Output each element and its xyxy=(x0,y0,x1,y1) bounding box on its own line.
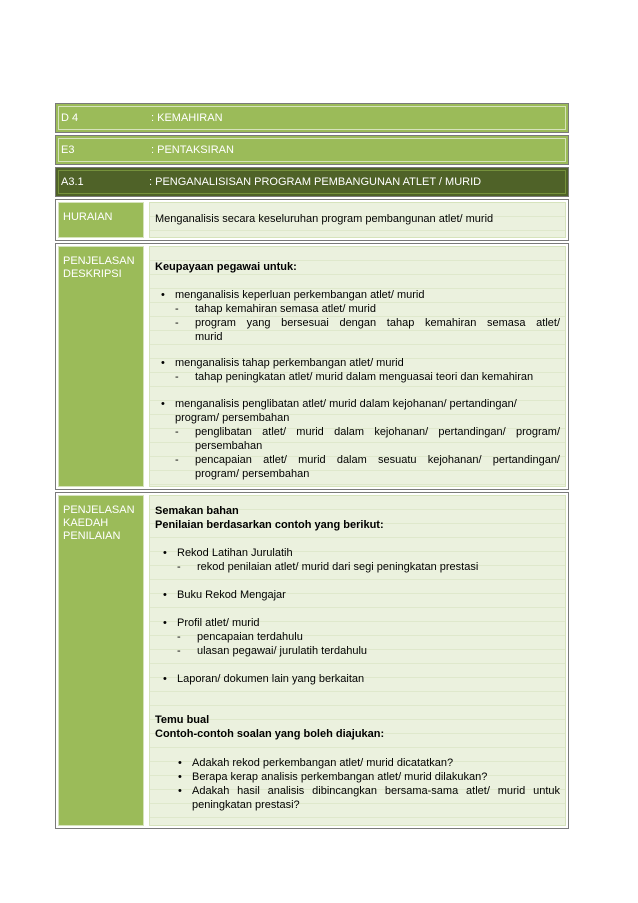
kaedah-question-3-cont: peningkatan prestasi? xyxy=(192,799,300,811)
row-kaedah xyxy=(55,492,569,829)
kaedah-item-1-sub-1: - rekod penilaian atlet/ murid dari segi peningkatan prestasi xyxy=(197,561,478,574)
deskripsi-heading: Keupayaan pegawai untuk: xyxy=(155,261,297,273)
row-e3 xyxy=(55,135,569,165)
kaedah-question-1: • Adakah rekod perkembangan atlet/ murid dicatatkan? xyxy=(192,757,453,770)
kaedah-heading-3: Temu bual xyxy=(155,714,210,726)
deskripsi-bullet-2-sub-1: - tahap peningkatan atlet/ murid dalam menguasai teori dan kemahiran xyxy=(195,371,533,384)
kaedah-item-1: • Rekod Latihan Jurulatih xyxy=(177,547,293,560)
row-a31-code: A3.1 xyxy=(61,176,84,188)
kaedah-item-4: • Laporan/ dokumen lain yang berkaitan xyxy=(177,673,364,686)
huraian-text: Menganalisis secara keseluruhan program pembangunan atlet/ murid xyxy=(155,213,494,225)
deskripsi-bullet-1-sub-1: - tahap kemahiran semasa atlet/ murid xyxy=(195,303,376,316)
deskripsi-bullet-3: • menganalisis penglibatan atlet/ murid dalam kejohanan/ pertandingan/ xyxy=(175,398,517,411)
row-d4-code: D 4 xyxy=(61,112,79,124)
row-d4 xyxy=(55,103,569,133)
row-a31 xyxy=(55,167,569,197)
deskripsi-bullet-1-sub-2: - program yang bersesuai dengan tahap kemahiran semasa atlet/ xyxy=(195,317,560,330)
row-d4-title: : KEMAHIRAN xyxy=(151,112,223,124)
deskripsi-label: PENJELASAN DESKRIPSI xyxy=(63,255,135,280)
kaedah-item-3-sub-1: - pencapaian terdahulu xyxy=(197,631,303,644)
kaedah-question-3: • Adakah hasil analisis dibincangkan bersama-sama atlet/ murid untuk xyxy=(192,785,560,798)
deskripsi-bullet-3-sub-2-cont: program/ persembahan xyxy=(195,468,310,480)
kaedah-item-3-sub-2: - ulasan pegawai/ jurulatih terdahulu xyxy=(197,645,367,658)
huraian-label: HURAIAN xyxy=(63,211,113,223)
kaedah-item-2: • Buku Rekod Mengajar xyxy=(177,589,286,602)
kaedah-heading-2: Penilaian berdasarkan contoh yang berikut: xyxy=(155,519,384,531)
deskripsi-bullet-1: • menganalisis keperluan perkembangan atlet/ murid xyxy=(175,289,424,302)
kaedah-question-2: • Berapa kerap analisis perkembangan atlet/ murid dilakukan? xyxy=(192,771,487,784)
kaedah-heading-4: Contoh-contoh soalan yang boleh diajukan: xyxy=(155,728,385,740)
deskripsi-bullet-1-sub-2-cont: murid xyxy=(195,331,223,343)
kaedah-heading-1: Semakan bahan xyxy=(155,505,239,517)
row-deskripsi xyxy=(55,243,569,490)
row-e3-code: E3 xyxy=(61,144,75,156)
deskripsi-bullet-3-sub-1: - penglibatan atlet/ murid dalam kejohanan/ pertandingan/ program/ xyxy=(195,426,560,439)
row-e3-title: : PENTAKSIRAN xyxy=(151,144,234,156)
deskripsi-bullet-3-sub-2: - pencapaian atlet/ murid dalam sesuatu kejohanan/ pertandingan/ xyxy=(195,454,560,467)
deskripsi-bullet-3-cont: program/ persembahan xyxy=(175,412,290,424)
deskripsi-bullet-3-sub-1-cont: persembahan xyxy=(195,440,263,452)
row-a31-title: : PENGANALISISAN PROGRAM PEMBANGUNAN ATLET / MURID xyxy=(149,176,482,188)
deskripsi-bullet-2: • menganalisis tahap perkembangan atlet/ murid xyxy=(175,357,404,370)
kaedah-label: PENJELASAN KAEDAH PENILAIAN xyxy=(63,504,135,542)
row-huraian xyxy=(55,199,569,241)
kaedah-item-3: • Profil atlet/ murid xyxy=(177,617,260,630)
